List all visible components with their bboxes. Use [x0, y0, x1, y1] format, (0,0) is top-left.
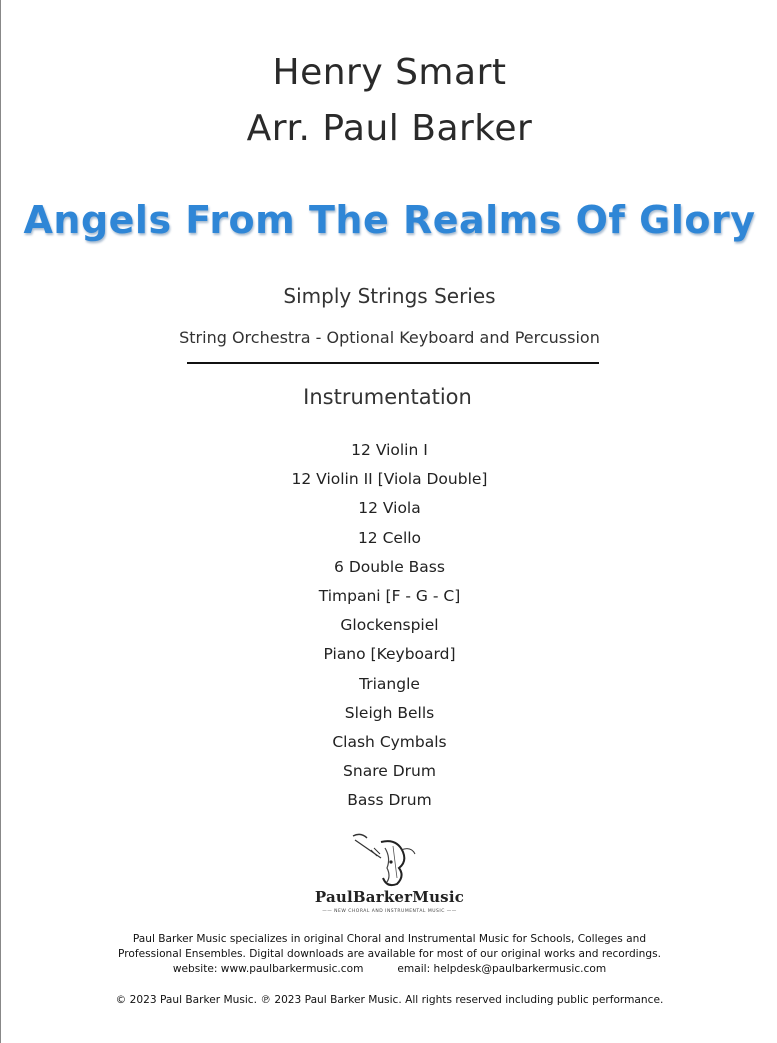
instrument-item: Bass Drum: [347, 791, 432, 810]
copyright-notice: © 2023 Paul Barker Music. ℗ 2023 Paul Barker Music. All rights reserved including public performance.: [115, 994, 664, 1006]
instrument-list: [1, 437, 777, 816]
website-link[interactable]: website: www.paulbarkermusic.com: [172, 963, 364, 975]
email-link[interactable]: email: helpdesk@paulbarkermusic.com: [397, 963, 607, 975]
instrument-item: Triangle: [359, 674, 420, 693]
instrument-item: 6 Double Bass: [334, 557, 445, 576]
footer-contact-line: [1, 963, 777, 975]
instrument-item: Glockenspiel: [340, 616, 439, 635]
footer-description-line-1: Paul Barker Music specializes in original Choral and Instrumental Music for Schools, Colleges and: [132, 933, 647, 945]
instrumentation-heading: Instrumentation: [303, 385, 472, 409]
instrument-item: 12 Violin II [Viola Double]: [291, 470, 488, 489]
instrument-item: Snare Drum: [343, 762, 436, 781]
violin-sketch-icon: [341, 828, 431, 890]
instrument-item: Piano [Keyboard]: [323, 645, 456, 664]
arranger-name: Arr. Paul Barker: [246, 108, 533, 149]
composer-name: Henry Smart: [272, 52, 507, 93]
logo-tagline: —— NEW CHORAL AND INSTRUMENTAL MUSIC ——: [1, 909, 777, 914]
ensemble-subtitle: String Orchestra - Optional Keyboard and Percussion: [179, 328, 600, 347]
instrument-item: Clash Cymbals: [332, 732, 447, 751]
instrument-item: Timpani [F - G - C]: [318, 586, 461, 605]
divider-line: [187, 362, 599, 364]
piece-title: Angels From The Realms Of Glory: [23, 198, 756, 242]
instrument-item: Sleigh Bells: [344, 703, 435, 722]
instrument-item: 12 Viola: [358, 499, 421, 518]
logo-wordmark: PaulBarkerMusic: [314, 888, 465, 906]
instrument-item: 12 Violin I: [351, 441, 428, 459]
footer-description-line-2: Professional Ensembles. Digital downloads are available for most of our original works and recordings.: [118, 948, 661, 960]
instrument-item: 12 Cello: [357, 528, 422, 547]
series-name: Simply Strings Series: [283, 284, 496, 308]
